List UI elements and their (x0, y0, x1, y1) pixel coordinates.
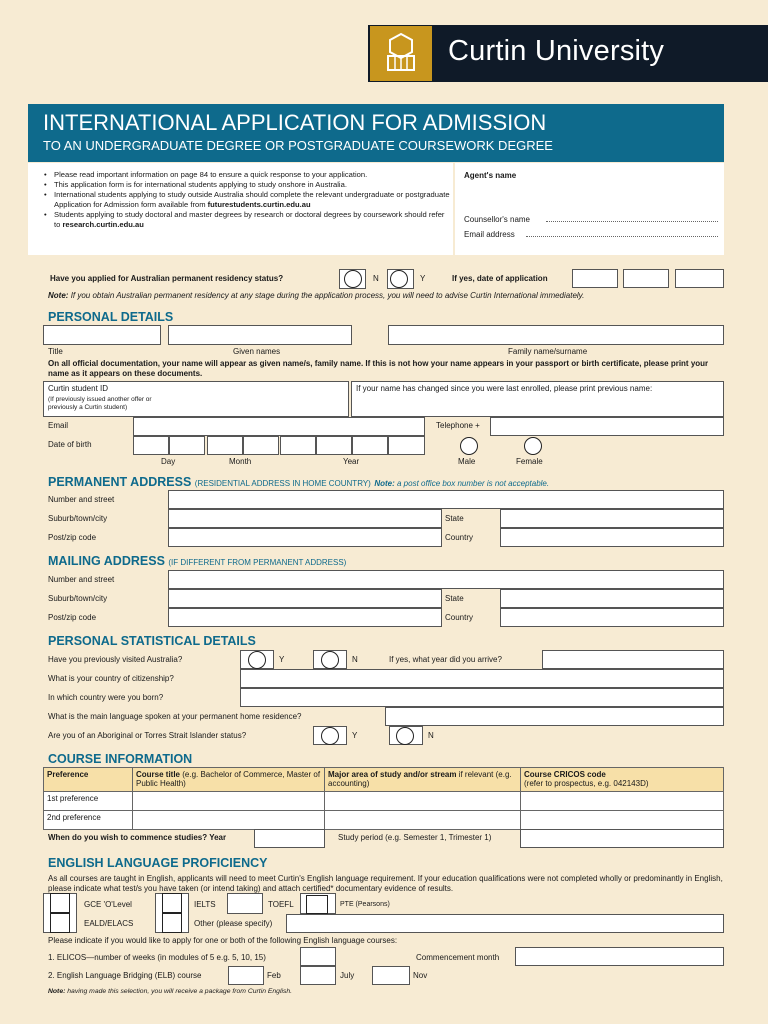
aboriginal-y-label: Y (352, 731, 358, 740)
email-label: Email (48, 421, 69, 430)
bullet-1: • Please read important information on page 84 to ensure a quick response to your application. (44, 170, 450, 180)
family-name-field[interactable] (388, 325, 724, 345)
nov-label: Nov (413, 971, 428, 980)
info-divider (453, 163, 455, 255)
residency-y-label: Y (420, 274, 426, 283)
dob-year-1[interactable] (280, 436, 316, 455)
residency-n-label: N (373, 274, 379, 283)
toefl-label: TOEFL (268, 900, 294, 909)
residency-question: Have you applied for Australian permanent residency status? (50, 274, 284, 283)
commencement-label: Commencement month (416, 953, 500, 962)
dob-month-1[interactable] (207, 436, 243, 455)
aboriginal-label: Are you of an Aboriginal or Torres Strait Islander status? (48, 731, 247, 740)
research-link[interactable]: research.curtin.edu.au (62, 220, 144, 229)
agent-name-label: Agent's name (464, 171, 517, 180)
ielts-label: IELTS (194, 900, 216, 909)
pref2-label: 2nd preference (44, 811, 133, 830)
col-major (325, 768, 521, 792)
permanent-heading (48, 475, 549, 489)
perm-post-field[interactable] (168, 528, 442, 547)
mailing-heading (48, 554, 346, 568)
visited-label: Have you previously visited Australia? (48, 655, 183, 664)
language-field[interactable] (385, 707, 724, 726)
mailing-sub: (IF DIFFERENT FROM PERMANENT ADDRESS) (168, 558, 347, 567)
mail-post-label: Post/zip code (48, 613, 97, 622)
residency-date-year[interactable] (675, 269, 724, 288)
col-cricos-note: (refer to prospectus, e.g. 042143D) (524, 779, 649, 788)
study-period-label: Study period (e.g. Semester 1, Trimester 1) (338, 833, 492, 842)
dob-year-3[interactable] (352, 436, 388, 455)
perm-suburb-label: Suburb/town/city (48, 514, 108, 523)
course-table (43, 767, 724, 830)
elb-label: 2. English Language Bridging (ELB) course (48, 971, 202, 980)
mail-country-label: Country (445, 613, 474, 622)
pref2-major-cell[interactable] (325, 811, 521, 830)
bullet-3 (44, 190, 450, 210)
bullet-4-text: Students applying to study doctoral and master degrees by research or doctoral degrees by coursework should refer to (54, 210, 445, 229)
bullet-4 (44, 210, 450, 230)
perm-street-label: Number and street (48, 495, 115, 504)
commence-label: When do you wish to commence studies? Year (48, 833, 227, 842)
perm-post-label: Post/zip code (48, 533, 97, 542)
elb-july-box[interactable] (300, 966, 336, 985)
mail-state-label: State (445, 594, 464, 603)
commence-year-field[interactable] (254, 829, 325, 848)
dob-year-2[interactable] (316, 436, 352, 455)
arrive-field[interactable] (542, 650, 724, 669)
elicos-label: 1. ELICOS—number of weeks (in modules of 5 e.g. 5, 10, 15) (48, 953, 266, 962)
residency-y-radio[interactable] (390, 270, 408, 288)
col-course-title-bold: Course title (136, 770, 181, 779)
perm-state-label: State (445, 514, 464, 523)
pte-checkbox[interactable] (306, 895, 328, 914)
given-names-field[interactable] (168, 325, 352, 345)
permanent-note-text: a post office box number is not acceptable. (397, 479, 550, 488)
col-course-title-note: (e.g. Bachelor of Commerce, Master of Public Health) (136, 770, 321, 788)
page-title: INTERNATIONAL APPLICATION FOR ADMISSION (43, 110, 547, 135)
residency-date-day[interactable] (572, 269, 618, 288)
permanent-note-label: Note: (374, 479, 395, 488)
aboriginal-y-radio[interactable] (321, 727, 339, 745)
english-courses-question: Please indicate if you would like to apply for one or both of the following English language courses: (48, 936, 398, 945)
residency-note-label: Note: (48, 291, 69, 300)
language-label: What is the main language spoken at your permanent home residence? (48, 712, 302, 721)
english-note-text: having made this selection, you will receive a package from Curtin English. (67, 988, 293, 995)
bullet-3-text: International students applying to study outside Australia should complete the relevant undergraduate or postgraduate Application for Admission form available from (54, 190, 450, 209)
mail-country-field[interactable] (500, 608, 724, 627)
student-id-label: Curtin student ID (48, 384, 109, 393)
mail-suburb-field[interactable] (168, 589, 442, 608)
dob-day-2[interactable] (169, 436, 205, 455)
visited-n-radio[interactable] (321, 651, 339, 669)
aboriginal-n-radio[interactable] (396, 727, 414, 745)
table-row (44, 811, 724, 830)
mail-suburb-label: Suburb/town/city (48, 594, 108, 603)
elb-nov-box[interactable] (372, 966, 410, 985)
citizenship-label: What is your country of citizenship? (48, 674, 174, 683)
futurestudents-link[interactable]: futurestudents.curtin.edu.au (207, 200, 311, 209)
other-specify-field[interactable] (286, 914, 724, 933)
english-heading: ENGLISH LANGUAGE PROFICIENCY (48, 856, 268, 870)
table-row (44, 792, 724, 811)
mail-street-label: Number and street (48, 575, 115, 584)
statistical-heading: PERSONAL STATISTICAL DETAILS (48, 634, 256, 648)
given-names-label: Given names (233, 347, 281, 356)
dob-day-1[interactable] (133, 436, 169, 455)
perm-country-label: Country (445, 533, 474, 542)
study-period-field[interactable] (520, 829, 724, 848)
residency-date-label: If yes, date of application (452, 274, 548, 283)
email-field[interactable] (133, 417, 425, 436)
english-note-label: Note: (48, 988, 66, 995)
elb-feb-box[interactable] (228, 966, 264, 985)
permanent-heading-text: PERMANENT ADDRESS (48, 475, 192, 489)
other-checkbox[interactable] (162, 913, 182, 933)
bullet-2: • This application form is for international students applying to study onshore in Australia. (44, 180, 450, 190)
university-name: Curtin University (448, 35, 665, 67)
residency-n-radio[interactable] (344, 270, 362, 288)
mail-state-field[interactable] (500, 589, 724, 608)
perm-state-field[interactable] (500, 509, 724, 528)
crest-icon (370, 26, 432, 81)
residency-date-month[interactable] (623, 269, 669, 288)
female-radio[interactable] (524, 437, 542, 455)
dob-year-4[interactable] (388, 436, 425, 455)
student-id-note: (If previously issued another offer or previously a Curtin student) (48, 396, 152, 411)
male-radio[interactable] (460, 437, 478, 455)
col-major-bold: Major area of study and/or stream (328, 770, 457, 779)
col-major-note: if relevant (e.g. accounting) (328, 770, 512, 788)
course-header-row (44, 768, 724, 792)
telephone-label: Telephone + (436, 421, 480, 430)
aboriginal-n-label: N (428, 731, 434, 740)
visited-n-label: N (352, 655, 358, 664)
pref1-cricos-cell[interactable] (521, 792, 724, 811)
perm-country-field[interactable] (500, 528, 724, 547)
citizenship-field[interactable] (240, 669, 724, 688)
residency-note (48, 291, 728, 300)
col-preference-text: Preference (47, 770, 89, 779)
title-field[interactable] (43, 325, 161, 345)
col-cricos (521, 768, 724, 792)
telephone-field[interactable] (490, 417, 724, 436)
personal-heading: PERSONAL DETAILS (48, 310, 174, 324)
counsellor-field[interactable] (546, 221, 718, 222)
agent-email-field[interactable] (526, 236, 718, 237)
visited-y-radio[interactable] (248, 651, 266, 669)
other-label: Other (please specify) (194, 919, 273, 928)
residency-note-text: If you obtain Australian permanent residency at any stage during the application process, you will need to advise Curtin International immediately. (70, 291, 585, 300)
permanent-note (374, 479, 549, 488)
day-label: Day (161, 457, 176, 466)
commencement-field[interactable] (515, 947, 724, 966)
pte-label: PTE (Pearsons) (340, 901, 390, 908)
agent-email-label: Email address (464, 230, 515, 239)
visited-y-label: Y (279, 655, 285, 664)
course-heading: COURSE INFORMATION (48, 752, 193, 766)
family-name-label: Family name/surname (508, 347, 588, 356)
mailing-heading-text: MAILING ADDRESS (48, 554, 165, 568)
dob-label: Date of birth (48, 440, 92, 449)
ielts-score-field[interactable] (227, 893, 263, 914)
pref1-major-cell[interactable] (325, 792, 521, 811)
born-field[interactable] (240, 688, 724, 707)
pref1-label: 1st preference (44, 792, 133, 811)
gce-label: GCE 'O'Level (84, 900, 132, 909)
english-note (48, 988, 292, 995)
elicos-weeks-field[interactable] (300, 947, 336, 966)
official-name-note: On all official documentation, your name will appear as given name/s, family name. If this is not how your name appears in your passport or birth certificate, please print your name as it appears on these documents. (48, 359, 709, 378)
counsellor-label: Counsellor's name (464, 215, 531, 224)
female-label: Female (516, 457, 543, 466)
mail-street-field[interactable] (168, 570, 724, 589)
pref1-course-cell[interactable] (133, 792, 325, 811)
month-label: Month (229, 457, 252, 466)
pref2-course-cell[interactable] (133, 811, 325, 830)
info-bullets (44, 170, 450, 230)
crest-logo (370, 26, 432, 81)
eald-checkbox[interactable] (50, 913, 70, 933)
col-preference (44, 768, 133, 792)
previous-name-label: If your name has changed since you were last enrolled, please print previous name: (356, 384, 653, 393)
july-label: July (340, 971, 355, 980)
male-label: Male (458, 457, 476, 466)
title-label: Title (48, 347, 63, 356)
english-intro: As all courses are taught in English, applicants will need to meet Curtin's English language requirement. If your education qualifications were not completed wholly or predominantly in English, please indicate what test/s you have taken (or intend taking) and attach certified* documentary evidence of results. (48, 874, 723, 893)
eald-label: EALD/ELACS (84, 919, 134, 928)
gce-checkbox[interactable] (50, 893, 70, 913)
ielts-checkbox[interactable] (162, 893, 182, 913)
arrive-label: If yes, what year did you arrive? (389, 655, 502, 664)
permanent-sub: (RESIDENTIAL ADDRESS IN HOME COUNTRY) (194, 479, 371, 488)
pref2-cricos-cell[interactable] (521, 811, 724, 830)
mail-post-field[interactable] (168, 608, 442, 627)
dob-month-2[interactable] (243, 436, 279, 455)
year-label: Year (343, 457, 360, 466)
col-course-title (133, 768, 325, 792)
page-subtitle: TO AN UNDERGRADUATE DEGREE OR POSTGRADUATE COURSEWORK DEGREE (43, 138, 553, 153)
perm-suburb-field[interactable] (168, 509, 442, 528)
col-cricos-bold: Course CRICOS code (524, 770, 606, 779)
perm-street-field[interactable] (168, 490, 724, 509)
feb-label: Feb (267, 971, 281, 980)
born-label: In which country were you born? (48, 693, 164, 702)
